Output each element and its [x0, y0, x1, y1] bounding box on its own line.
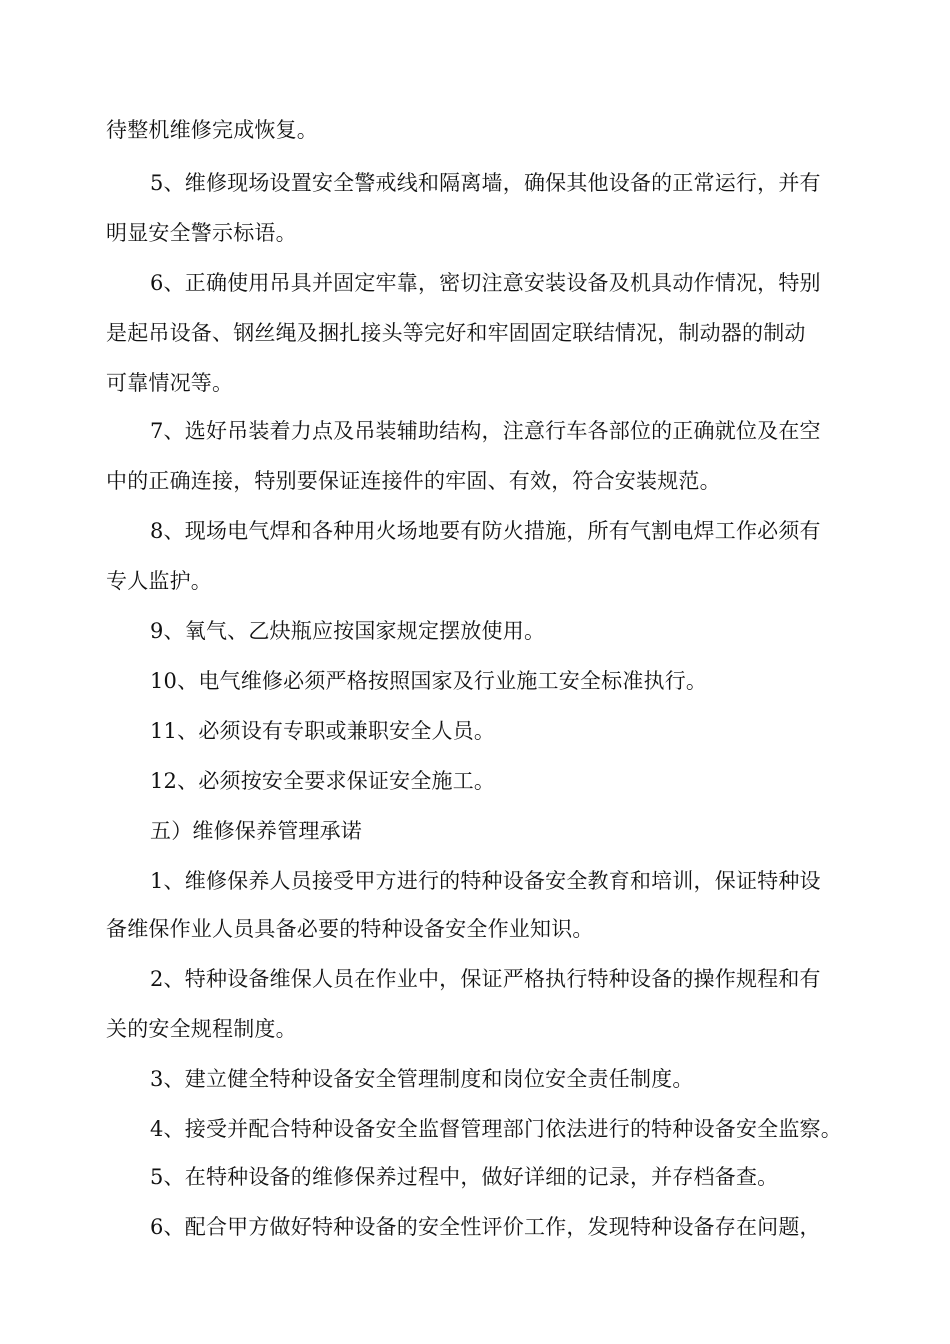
text-line: 10、电气维修必须严格按照国家及行业施工安全标准执行。	[150, 669, 708, 693]
text-line: 可靠情况等。	[106, 371, 234, 395]
text-line: 待整机维修完成恢复。	[106, 118, 318, 142]
text-line: 3、建立健全特种设备安全管理制度和岗位安全责任制度。	[150, 1067, 694, 1091]
text-line: 7、选好吊装着力点及吊装辅助结构，注意行车各部位的正确就位及在空	[150, 419, 821, 443]
text-line: 9、氧气、乙炔瓶应按国家规定摆放使用。	[150, 619, 546, 643]
text-line: 2、特种设备维保人员在作业中，保证严格执行特种设备的操作规程和有	[150, 967, 821, 991]
text-line: 6、正确使用吊具并固定牢靠，密切注意安装设备及机具动作情况，特别	[150, 271, 821, 295]
text-line: 是起吊设备、钢丝绳及捆扎接头等完好和牢固固定联结情况，制动器的制动	[106, 321, 806, 345]
text-line: 5、维修现场设置安全警戒线和隔离墙，确保其他设备的正常运行，并有	[150, 171, 821, 195]
section-heading: 五）维修保养管理承诺	[150, 819, 362, 843]
text-line: 明显安全警示标语。	[106, 221, 297, 245]
text-line: 11、必须设有专职或兼职安全人员。	[150, 719, 496, 743]
text-line: 5、在特种设备的维修保养过程中，做好详细的记录，并存档备查。	[150, 1165, 779, 1189]
text-line: 关的安全规程制度。	[106, 1017, 297, 1041]
text-line: 6、配合甲方做好特种设备的安全性评价工作，发现特种设备存在问题，	[150, 1215, 821, 1239]
text-line: 备维保作业人员具备必要的特种设备安全作业知识。	[106, 917, 594, 941]
text-line: 4、接受并配合特种设备安全监督管理部门依法进行的特种设备安全监察。	[150, 1117, 842, 1141]
text-line: 1、维修保养人员接受甲方进行的特种设备安全教育和培训，保证特种设	[150, 869, 821, 893]
text-line: 专人监护。	[106, 569, 212, 593]
text-line: 8、现场电气焊和各种用火场地要有防火措施，所有气割电焊工作必须有	[150, 519, 821, 543]
text-line: 12、必须按安全要求保证安全施工。	[150, 769, 496, 793]
text-line: 中的正确连接，特别要保证连接件的牢固、有效，符合安装规范。	[106, 469, 721, 493]
